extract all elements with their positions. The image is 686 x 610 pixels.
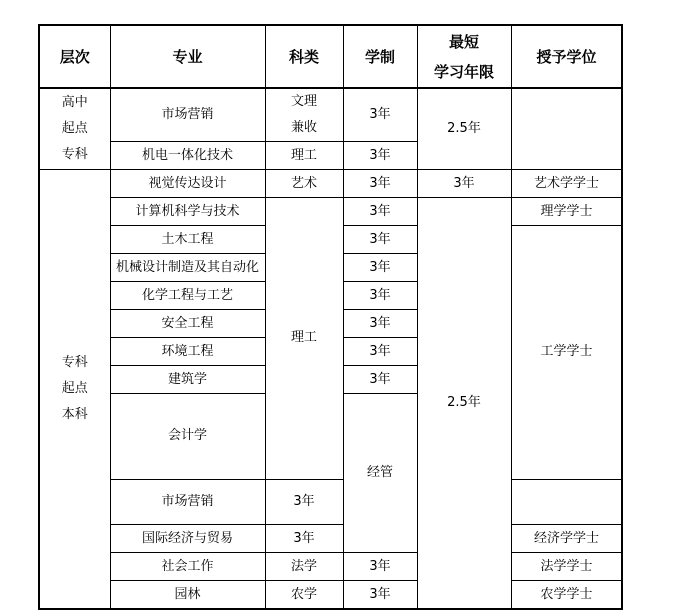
category-cell: [265, 88, 343, 142]
major-cell: 机械设计制造及其自动化: [110, 254, 265, 282]
category-cell: 理工: [265, 198, 343, 480]
major-cell: 环境工程: [110, 338, 265, 366]
category-cell: 理工: [265, 142, 343, 170]
major-cell: 化学工程与工艺: [110, 282, 265, 310]
min-years-cell: 2.5年: [417, 88, 511, 170]
min-years-cell: 3年: [417, 170, 511, 198]
major-cell: 会计学: [110, 394, 265, 480]
table-row: [39, 553, 622, 581]
level-line: 高中: [61, 95, 88, 110]
header-category: 科类: [265, 25, 343, 88]
major-cell: 安全工程: [110, 310, 265, 338]
duration-cell: 3年: [343, 254, 417, 282]
table-row: [39, 525, 622, 553]
degree-cell-empty: [511, 88, 622, 170]
major-cell: 土木工程: [110, 226, 265, 254]
level-cell-group-1: [39, 88, 110, 170]
level-cell-group-2: [39, 170, 110, 610]
header-major: 专业: [110, 25, 265, 88]
table-row: [39, 479, 622, 524]
degree-cell: 艺术学学士: [511, 170, 622, 198]
category-cell: 艺术: [265, 170, 343, 198]
major-cell: 建筑学: [110, 366, 265, 394]
degree-cell: 经济学学士: [511, 525, 622, 553]
level-line: 专科: [61, 355, 88, 370]
degree-cell: 理学学士: [511, 198, 622, 226]
major-cell: 社会工作: [110, 553, 265, 581]
programs-table: [38, 24, 623, 610]
degree-cell: 工学学士: [511, 226, 622, 480]
duration-cell: 3年: [343, 553, 417, 581]
duration-cell: 3年: [343, 282, 417, 310]
header-level: 层次: [39, 25, 110, 88]
degree-cell: 法学学士: [511, 553, 622, 581]
level-line: 起点: [61, 121, 88, 136]
major-cell: 计算机科学与技术: [110, 198, 265, 226]
level-line: 本科: [61, 407, 88, 422]
header-row: [39, 25, 622, 88]
major-cell: 机电一体化技术: [110, 142, 265, 170]
duration-cell: 3年: [343, 88, 417, 142]
duration-cell: 3年: [343, 338, 417, 366]
category-line: 兼收: [290, 120, 317, 135]
duration-cell: 3年: [343, 170, 417, 198]
category-cell: 农学: [265, 581, 343, 610]
category-line: 文理: [290, 94, 317, 109]
header-duration: 学制: [343, 25, 417, 88]
level-line: 起点: [61, 381, 88, 396]
table-row: [39, 198, 622, 226]
duration-cell: 3年: [343, 198, 417, 226]
duration-cell: 3年: [343, 581, 417, 610]
table-row: [39, 581, 622, 610]
header-min-years: [417, 25, 511, 88]
category-cell: 经管: [343, 394, 417, 553]
duration-cell: 3年: [265, 479, 343, 524]
major-cell: 园林: [110, 581, 265, 610]
degree-cell: 农学学士: [511, 581, 622, 610]
min-years-cell: 2.5年: [417, 198, 511, 610]
major-cell: 视觉传达设计: [110, 170, 265, 198]
major-cell: 市场营销: [110, 479, 265, 524]
major-cell: 国际经济与贸易: [110, 525, 265, 553]
table-row: [39, 88, 622, 142]
header-min-years-line-2: 学习年限: [433, 62, 494, 81]
table-row: [39, 170, 622, 198]
duration-cell: 3年: [343, 366, 417, 394]
duration-cell: 3年: [343, 226, 417, 254]
header-degree: 授予学位: [511, 25, 622, 88]
major-cell: 市场营销: [110, 88, 265, 142]
duration-cell: 3年: [265, 525, 343, 553]
level-line: 专科: [61, 147, 88, 162]
duration-cell: 3年: [343, 142, 417, 170]
header-min-years-line-1: 最短: [448, 32, 479, 51]
category-cell: 法学: [265, 553, 343, 581]
duration-cell: 3年: [343, 310, 417, 338]
